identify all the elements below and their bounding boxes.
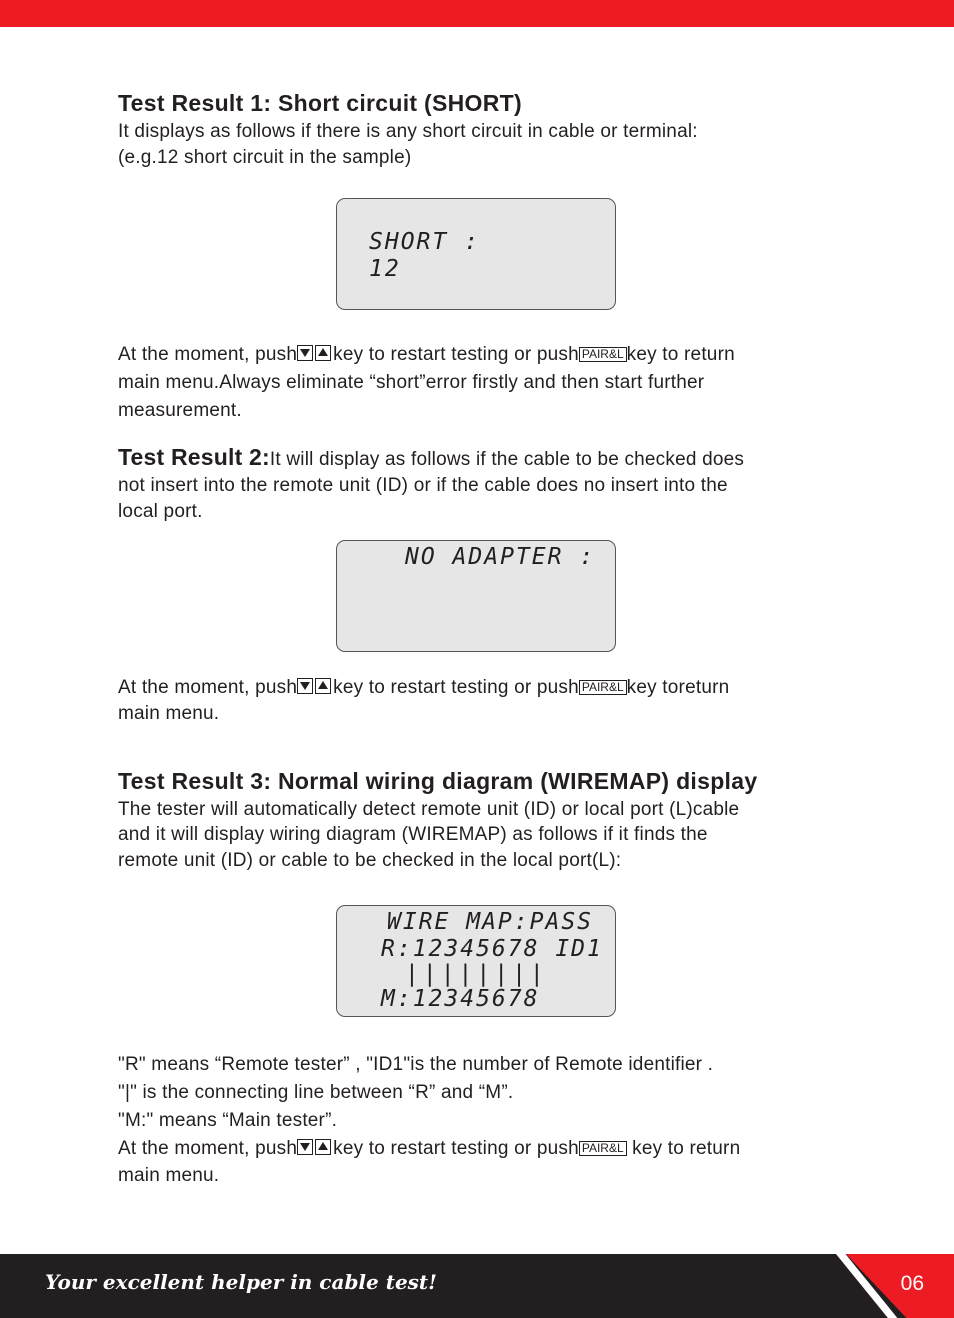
- section2-text-line3: local port.: [118, 501, 203, 522]
- lcd-wiremap-display: [336, 905, 616, 1017]
- footer-slogan: Your excellent helper in cable test!: [45, 1270, 437, 1294]
- section3-instruction-line2: main menu.: [118, 1165, 220, 1186]
- section1-instruction-line2: main menu.Always eliminate “short”error firstly and then start further: [118, 372, 705, 393]
- lcd-line: R:12345678 ID1: [381, 936, 603, 962]
- instruction-text: At the moment, push: [118, 677, 298, 698]
- instruction-text: key toreturn: [626, 677, 730, 698]
- lcd-no-adapter-display: [336, 540, 616, 652]
- section2-instruction-line1: [118, 675, 729, 701]
- lcd-short-display: [336, 198, 616, 310]
- up-triangle-icon: [315, 345, 331, 361]
- lcd-line: SHORT :: [369, 229, 480, 255]
- section1-text-line1: It displays as follows if there is any short circuit in cable or terminal:: [118, 121, 698, 142]
- top-red-bar: [0, 0, 954, 27]
- instruction-text: key to return: [626, 344, 735, 365]
- instruction-text: key to return: [626, 1138, 741, 1159]
- section2-heading-line: [118, 444, 744, 473]
- up-triangle-icon: [315, 678, 331, 694]
- down-triangle-icon: [297, 345, 313, 361]
- section3-instruction-line1: [118, 1136, 740, 1162]
- section3-note3: "M:" means “Main tester”.: [118, 1110, 338, 1131]
- lcd-line: ||||||||: [405, 961, 548, 987]
- lcd-line: 12: [369, 256, 401, 282]
- instruction-text: key to restart testing or push: [333, 1138, 579, 1159]
- lcd-line: M:12345678: [381, 986, 540, 1012]
- section3-title: Test Result 3: Normal wiring diagram (WIREMAP) display: [118, 768, 758, 794]
- instruction-text: key to restart testing or push: [333, 677, 579, 698]
- down-triangle-icon: [297, 1139, 313, 1155]
- section3-text-line1: The tester will automatically detect remote unit (ID) or local port (L)cable: [118, 799, 740, 820]
- section1-title: Test Result 1: Short circuit (SHORT): [118, 90, 522, 116]
- section3-note2: "|" is the connecting line between “R” and “M”.: [118, 1082, 514, 1103]
- section1-instruction-line1: [118, 342, 735, 368]
- section3-note1: "R" means “Remote tester” , "ID1"is the number of Remote identifier .: [118, 1054, 714, 1075]
- pair-key-label: PAIR&L: [579, 680, 627, 695]
- section2-instruction-line2: main menu.: [118, 703, 220, 724]
- section3-text-line2: and it will display wiring diagram (WIREMAP) as follows if it finds the: [118, 824, 708, 845]
- section1-text-line2: (e.g.12 short circuit in the sample): [118, 147, 412, 168]
- section2-text-line1: It will display as follows if the cable to be checked does: [269, 449, 745, 470]
- section1-instruction-line3: measurement.: [118, 400, 242, 421]
- instruction-text: key to restart testing or push: [333, 344, 579, 365]
- down-triangle-icon: [297, 678, 313, 694]
- section2-text-line2: not insert into the remote unit (ID) or if the cable does no insert into the: [118, 475, 728, 496]
- instruction-text: At the moment, push: [118, 344, 298, 365]
- page-number: 06: [900, 1272, 924, 1295]
- pair-key-label: PAIR&L: [579, 1141, 627, 1156]
- lcd-line: NO ADAPTER :: [405, 544, 596, 570]
- instruction-text: At the moment, push: [118, 1138, 298, 1159]
- section3-text-line3: remote unit (ID) or cable to be checked in the local port(L):: [118, 850, 622, 871]
- pair-key-label: PAIR&L: [579, 347, 627, 362]
- up-triangle-icon: [315, 1139, 331, 1155]
- lcd-line: WIRE MAP:PASS: [387, 909, 594, 935]
- section2-title: Test Result 2:: [118, 444, 270, 470]
